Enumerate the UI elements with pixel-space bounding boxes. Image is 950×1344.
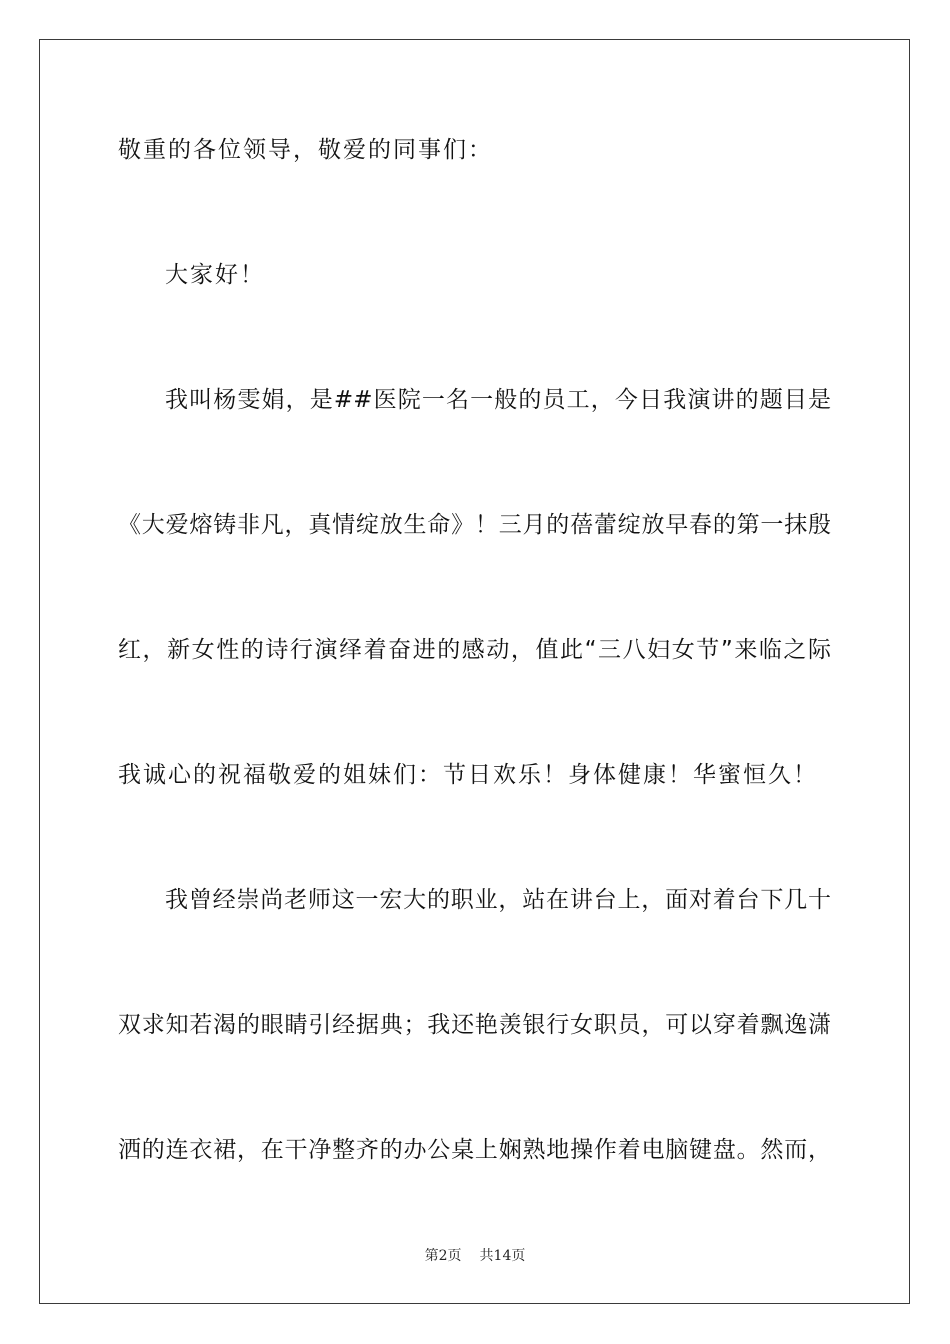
paragraph-line: 洒的连衣裙，在干净整齐的办公桌上娴熟地操作着电脑键盘。然而， xyxy=(118,1137,831,1163)
greeting-line: 大家好！ xyxy=(165,262,265,288)
paragraph-line: 我曾经崇尚老师这一宏大的职业，站在讲台上，面对着台下几十 xyxy=(165,887,831,913)
page-total: 共14页 xyxy=(479,1248,526,1264)
page-number: 第2页 xyxy=(424,1248,462,1264)
paragraph-line: 双求知若渴的眼睛引经据典；我还艳羡银行女职员，可以穿着飘逸潇 xyxy=(118,1012,831,1038)
paragraph-line: 我叫杨雯娟，是##医院一名一般的员工，今日我演讲的题目是 xyxy=(165,387,831,413)
page-footer xyxy=(0,1246,950,1266)
paragraph-line: 红，新女性的诗行演绎着奋进的感动，值此“三八妇女节”来临之际 xyxy=(118,637,831,663)
paragraph-line: 《大爱熔铸非凡，真情绽放生命》！三月的蓓蕾绽放早春的第一抹殷 xyxy=(118,512,831,538)
page-border xyxy=(39,39,910,1304)
paragraph-line: 我诚心的祝福敬爱的姐妹们：节日欢乐！身体健康！华蜜恒久！ xyxy=(118,762,818,788)
salutation-line: 敬重的各位领导，敬爱的同事们： xyxy=(118,137,493,163)
